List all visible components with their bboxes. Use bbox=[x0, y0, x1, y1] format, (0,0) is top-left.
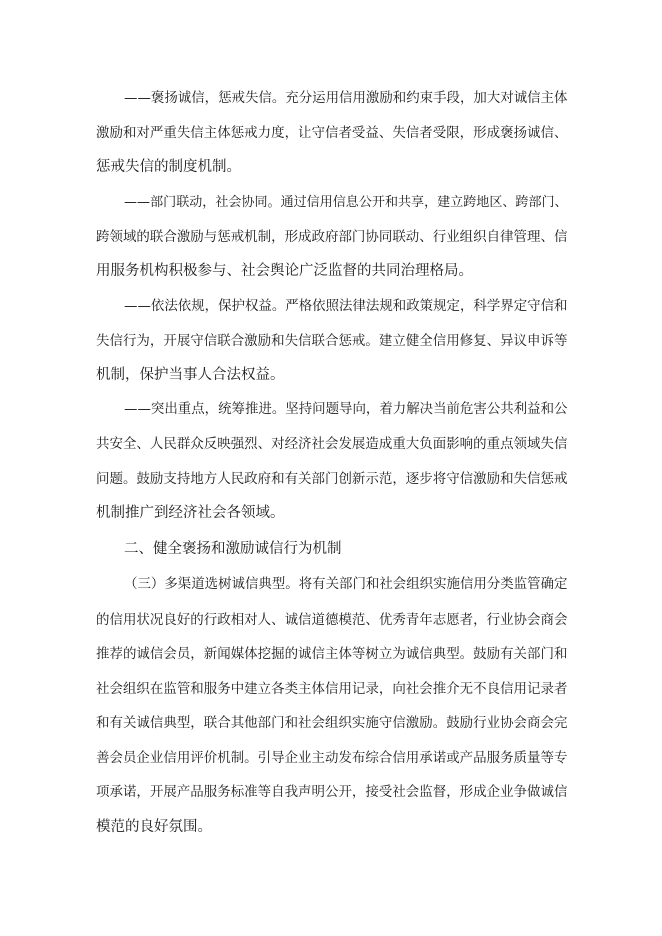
subsection-line-4: 社会组织在监管和服务中建立各类主体信用记录，向社会推介无不良信用记录者 bbox=[96, 681, 568, 697]
paragraph-1-line-1: ——褒扬诚信，惩戒失信。充分运用信用激励和约束手段，加大对诚信主体 bbox=[124, 91, 568, 106]
paragraph-2-line-1: ——部门联动，社会协同。通过信用信息公开和共享，建立跨地区、跨部门、 bbox=[124, 195, 568, 210]
subsection-line-3: 推荐的诚信会员，新闻媒体挖掘的诚信主体等树立为诚信典型。鼓励有关部门和 bbox=[96, 646, 568, 662]
subsection-line-8: 模范的良好氛围。 bbox=[96, 819, 212, 835]
paragraph-3-line-1: ——依法依规，保护权益。严格依照法律法规和政策规定，科学界定守信和 bbox=[124, 299, 568, 314]
paragraph-3-line-2: 失信行为，开展守信联合激励和失信联合惩戒。建立健全信用修复、异议申诉等 bbox=[96, 333, 568, 349]
paragraph-1-line-2: 激励和对严重失信主体惩戒力度，让守信者受益、失信者受限，形成褒扬诚信、 bbox=[96, 125, 568, 141]
subsection-line-1: （三）多渠道选树诚信典型。将有关部门和社会组织实施信用分类监管确定 bbox=[124, 577, 568, 592]
paragraph-4-line-4: 机制推广到经济社会各领域。 bbox=[96, 505, 285, 521]
paragraph-4-line-3: 问题。鼓励支持地方人民政府和有关部门创新示范，逐步将守信激励和失信惩戒 bbox=[96, 471, 568, 487]
paragraph-2-line-3: 用服务机构积极参与、社会舆论广泛监督的共同治理格局。 bbox=[96, 263, 473, 279]
section-heading: 二、健全褒扬和激励诚信行为机制 bbox=[124, 541, 342, 557]
subsection-line-2: 的信用状况良好的行政相对人、诚信道德模范、优秀青年志愿者，行业协会商会 bbox=[96, 612, 568, 628]
subsection-line-5: 和有关诚信典型，联合其他部门和社会组织实施守信激励。鼓励行业协会商会完 bbox=[96, 715, 568, 731]
paragraph-3-line-3: 机制，保护当事人合法权益。 bbox=[96, 367, 285, 383]
paragraph-2-line-2: 跨领域的联合激励与惩戒机制，形成政府部门协同联动、行业组织自律管理、信 bbox=[96, 229, 568, 245]
subsection-line-7: 项承诺，开展产品服务标准等自我声明公开，接受社会监督，形成企业争做诚信 bbox=[96, 784, 568, 800]
subsection-line-6: 善会员企业信用评价机制。引导企业主动发布综合信用承诺或产品服务质量等专 bbox=[96, 750, 568, 766]
paragraph-4-line-2: 共安全、人民群众反映强烈、对经济社会发展造成重大负面影响的重点领域失信 bbox=[96, 436, 568, 452]
paragraph-4-line-1: ——突出重点，统筹推进。坚持问题导向，着力解决当前危害公共利益和公 bbox=[124, 402, 568, 417]
paragraph-1-line-3: 惩戒失信的制度机制。 bbox=[96, 159, 241, 175]
